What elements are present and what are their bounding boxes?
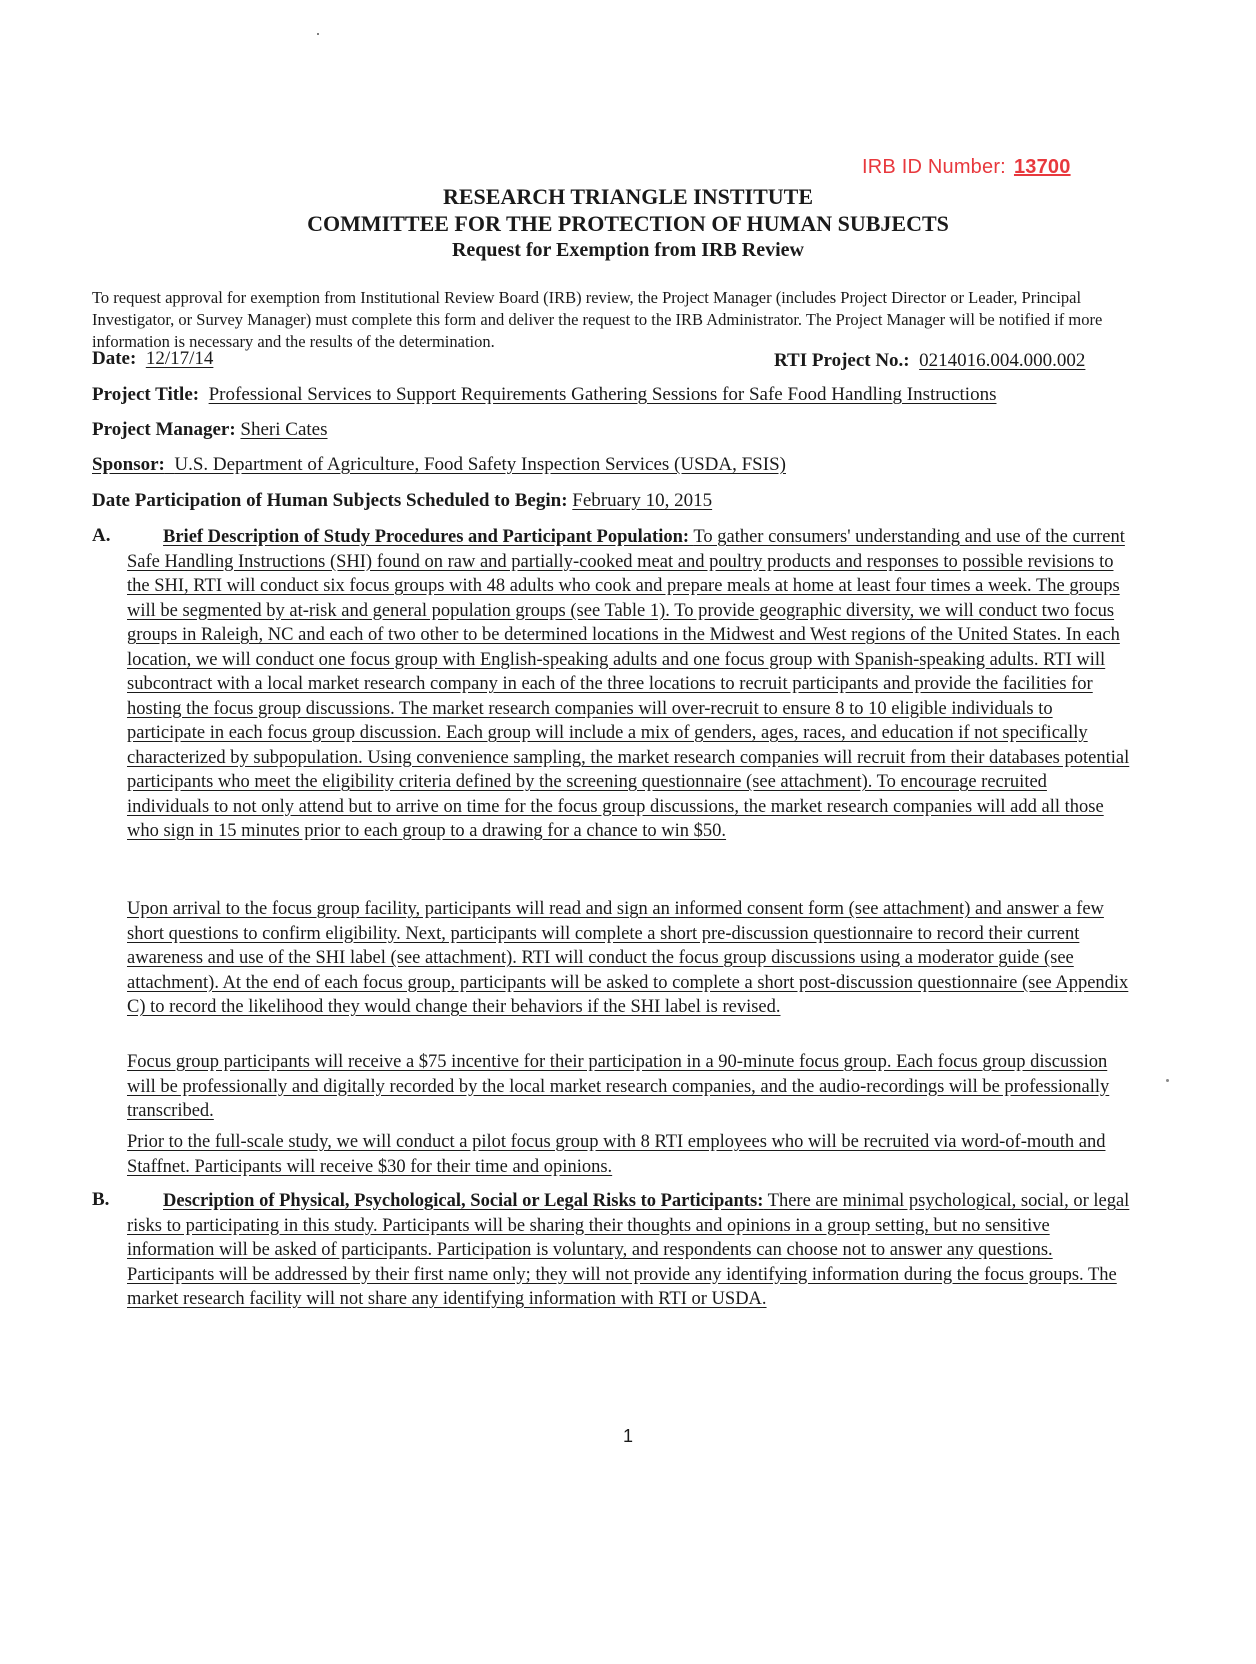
- section-b-letter: B.: [92, 1189, 110, 1210]
- section-b-heading: Description of Physical, Psychological, Social or Legal Risks to Participants:: [163, 1191, 764, 1211]
- scan-artifact: [1166, 1079, 1169, 1082]
- date-field: [92, 347, 213, 371]
- sponsor-field: [92, 453, 786, 477]
- section-a-paragraph-2: Upon arrival to the focus group facility, participants will read and sign an informed consent form (see attachment) and answer a few short questions to confirm eligibility. Next, participants will complete a short pre-discussion questionnaire to record their current awareness and use of the SHI label (see attachment). RTI will conduct the focus group discussions using a moderator guide (see attachment). At the end of each focus group, participants will be asked to complete a short post-discussion questionnaire (see Appendix C) to record the likelihood they would change their behaviors if the SHI label is revised.: [127, 899, 1129, 1017]
- section-a-paragraph-1: [127, 525, 1132, 844]
- section-a-paragraph-3: Focus group participants will receive a $75 incentive for their participation in a 90-minute focus group. Each focus group discussion will be professionally and digitally recorded by the local market research companies, and the audio-recordings will be professionally transcribed.: [127, 1052, 1110, 1121]
- date-value: 12/17/14: [145, 348, 214, 369]
- irb-id-label: IRB ID Number:: [862, 156, 1006, 178]
- sponsor-label: Sponsor:: [92, 454, 165, 475]
- start-date-value: February 10, 2015: [572, 490, 713, 511]
- start-date-label: Date Participation of Human Subjects Scheduled to Begin:: [92, 490, 568, 511]
- institute-name: RESEARCH TRIANGLE INSTITUTE: [442, 184, 814, 209]
- project-title-label: Project Title:: [92, 384, 200, 405]
- form-instructions: To request approval for exemption from Institutional Review Board (IRB) review, the Project Manager (includes Project Director or Leader, Principal Investigator, or Survey Manager) must complete this form and deliver the request to the IRB Administrator. The Project Manager will be notified if more information is necessary and the results of the determination.: [92, 288, 1103, 351]
- committee-name: COMMITTEE FOR THE PROTECTION OF HUMAN SUBJECTS: [307, 211, 949, 236]
- project-number-value: 0214016.004.000.002: [919, 350, 1086, 371]
- section-b-paragraph-1: [127, 1189, 1132, 1312]
- project-title-field: [92, 383, 996, 407]
- project-manager-value: Sheri Cates: [240, 419, 328, 440]
- project-number-label: RTI Project No.:: [774, 350, 910, 371]
- section-a-paragraph-4: Prior to the full-scale study, we will conduct a pilot focus group with 8 RTI employees who will be recruited via word-of-mouth and Staffnet. Participants will receive $30 for their time and opinions.: [127, 1132, 1106, 1177]
- start-date-field: [92, 489, 712, 513]
- project-manager-label: Project Manager:: [92, 419, 236, 440]
- section-a-text-1: To gather consumers' understanding and use of the current Safe Handling Instructions (SHI) found on raw and partially-cooked meat and poultry products and responses to possible revisions to the SHI, RTI will conduct six focus groups with 48 adults who cook and prepare meals at home at least four times a week. The groups will be segmented by at-risk and general population groups (see Table 1). To provide geographic diversity, we will conduct two focus groups in Raleigh, NC and each of two other to be determined locations in the Midwest and West regions of the United States. In each location, we will conduct one focus group with English-speaking adults and one focus group with Spanish-speaking adults. RTI will subcontract with a local market research company in each of the three locations to recruit participants and provide the facilities for hosting the focus group discussions. The market research companies will over-recruit to ensure 8 to 10 eligible individuals to participate in each focus group discussion. Each group will include a mix of genders, ages, races, and education if not specifically characterized by subpopulation. Using convenience sampling, the market research companies will recruit from their databases potential participants who meet the eligibility criteria defined by the screening questionnaire (see attachment). To encourage recruited individuals to not only attend but to arrive on time for the focus group discussions, the market research companies will add all those who sign in 15 minutes prior to each group to a drawing for a chance to win $50.: [127, 527, 1130, 841]
- page-number: 1: [622, 1426, 633, 1446]
- scan-artifact: [317, 33, 319, 35]
- project-number-field: [774, 349, 1085, 373]
- project-manager-field: [92, 418, 328, 442]
- project-title-value: Professional Services to Support Requirements Gathering Sessions for Safe Food Handling Instructions: [208, 384, 997, 405]
- irb-id-stamp: [862, 156, 1071, 179]
- document-header: [0, 183, 1256, 264]
- date-label: Date:: [92, 348, 137, 369]
- section-a-heading: Brief Description of Study Procedures and Participant Population:: [163, 527, 690, 547]
- section-b-text-1: There are minimal psychological, social, or legal risks to participating in this study. Participants will be sharing their thoughts and opinions in a group setting, but no sensitive information will be asked of participants. Participation is voluntary, and respondents can choose not to answer any questions. Participants will be addressed by their first name only; they will not provide any identifying information during the focus groups. The market research facility will not share any identifying information with RTI or USDA.: [127, 1191, 1130, 1309]
- irb-id-number: 13700: [1013, 156, 1071, 178]
- form-title: Request for Exemption from IRB Review: [451, 239, 804, 261]
- sponsor-value: U.S. Department of Agriculture, Food Safety Inspection Services (USDA, FSIS): [174, 454, 786, 475]
- section-a-letter: A.: [92, 525, 111, 546]
